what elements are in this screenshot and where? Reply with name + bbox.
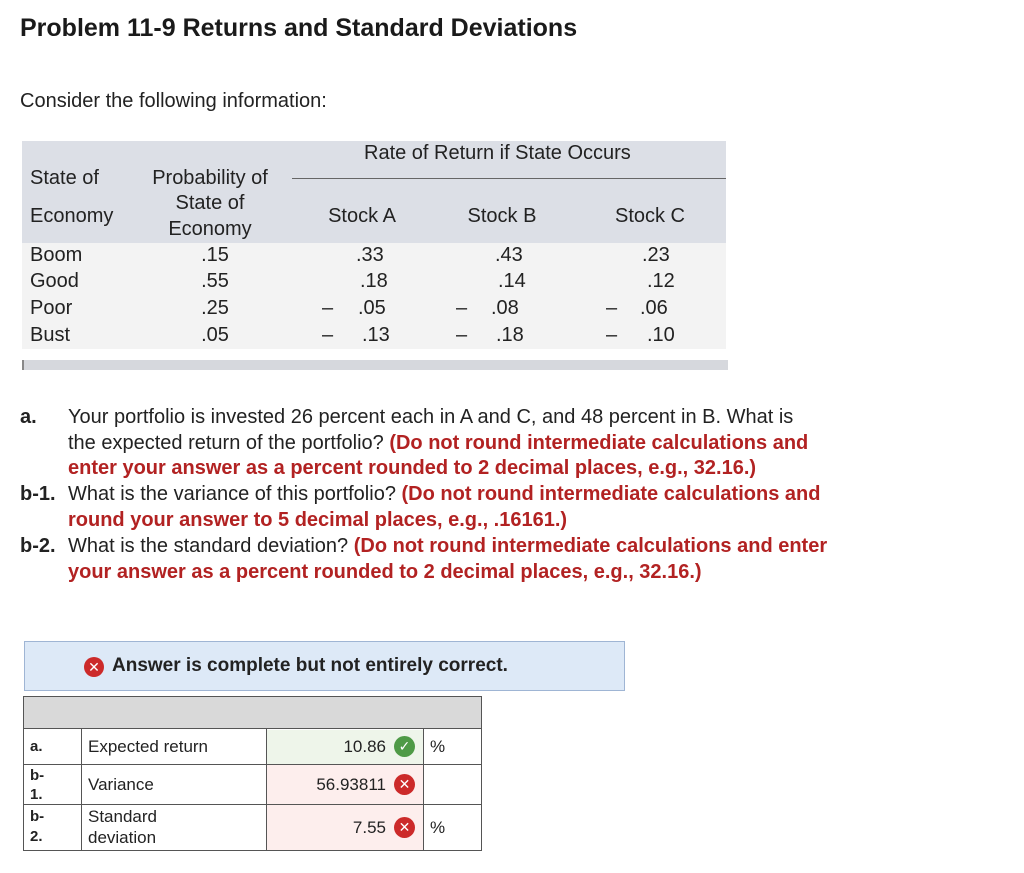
question-b2-instruction: (Do not round intermediate calculations and enter	[353, 535, 828, 557]
col-divider	[423, 729, 424, 850]
row-bust-a-sign: –	[322, 324, 334, 346]
question-b2-line1	[68, 534, 908, 560]
answer-label: a.	[30, 738, 43, 755]
table-body	[22, 243, 726, 349]
row-poor-b-sign: –	[456, 297, 468, 319]
check-circle-icon: ✓	[394, 736, 415, 757]
answer-value: 10.86	[343, 737, 386, 756]
table-header	[22, 141, 726, 243]
returns-table	[22, 141, 726, 349]
answer-name: Variance	[88, 775, 154, 794]
row-good-b: .14	[498, 270, 526, 292]
row-boom-prob: .15	[201, 244, 229, 266]
row-good-prob: .55	[201, 270, 229, 292]
row-boom-a: .33	[356, 244, 384, 266]
answer-value: 7.55	[352, 818, 386, 837]
header-divider	[292, 178, 726, 179]
answer-label: b-	[30, 767, 45, 784]
question-b1-instruction-cont: round your answer to 5 decimal places, e.g., .16161.)	[68, 508, 568, 531]
row-good-c: .12	[647, 270, 675, 292]
question-b1-instruction: (Do not round intermediate calculations and	[401, 483, 821, 505]
question-b2-label: b-2.	[20, 535, 56, 557]
row-poor-prob: .25	[201, 297, 229, 319]
answer-table	[23, 696, 482, 851]
question-a-plain: the expected return of the portfolio?	[68, 431, 384, 454]
row-boom-c: .23	[642, 244, 670, 266]
answer-label: b-	[30, 808, 45, 825]
row-bust-c: .10	[647, 324, 675, 346]
col-prob-line1: Probability of	[152, 167, 268, 189]
row-bust-b: .18	[496, 324, 524, 346]
row-bust-prob: .05	[201, 324, 229, 346]
feedback-banner	[24, 641, 625, 691]
col-prob-line2: State of	[175, 192, 245, 214]
answer-input-standard-deviation[interactable]	[267, 805, 423, 850]
answer-table-header	[24, 697, 481, 729]
answer-name: Standard	[88, 807, 157, 826]
row-boom-b: .43	[495, 244, 523, 266]
feedback-text: Answer is complete but not entirely correct.	[112, 655, 508, 676]
answer-value: 56.93811	[316, 775, 386, 794]
row-good-a: .18	[360, 270, 388, 292]
question-a-label: a.	[20, 406, 37, 428]
answer-name: Expected return	[88, 737, 209, 756]
answer-label-cont: 2.	[30, 828, 43, 845]
question-b1-line1	[68, 482, 908, 508]
page-title: Problem 11-9 Returns and Standard Deviations	[20, 14, 578, 42]
col-state-line1: State of	[30, 167, 99, 189]
question-b2-plain: What is the standard deviation?	[68, 535, 349, 557]
row-poor-c-sign: –	[606, 297, 618, 319]
col-stock-c: Stock C	[614, 205, 686, 227]
row-poor-state: Poor	[30, 297, 73, 319]
col-divider	[81, 729, 82, 850]
row-bust-state: Bust	[30, 324, 71, 346]
col-stock-a: Stock A	[328, 205, 396, 227]
question-a-instruction: (Do not round intermediate calculations and	[389, 431, 809, 454]
answer-input-expected-return[interactable]	[267, 730, 423, 764]
answer-label-cont: 1.	[30, 786, 43, 803]
row-poor-a: .05	[358, 297, 386, 319]
question-b2-instruction-cont: your answer as a percent rounded to 2 decimal places, e.g., 32.16.)	[68, 560, 702, 583]
x-circle-icon: ✕	[394, 817, 415, 838]
x-circle-icon: ✕	[394, 774, 415, 795]
row-poor-b: .08	[491, 297, 519, 319]
question-b1-label: b-1.	[20, 483, 56, 505]
question-a-line2	[68, 431, 908, 457]
answer-unit: %	[430, 818, 446, 837]
row-boom-state: Boom	[30, 244, 83, 266]
col-prob-line3: Economy	[168, 218, 252, 240]
row-bust-b-sign: –	[456, 324, 468, 346]
horizontal-scrollbar[interactable]	[22, 360, 728, 370]
answer-input-variance[interactable]	[267, 765, 423, 804]
row-good-state: Good	[30, 270, 79, 292]
row-poor-c: .06	[640, 297, 668, 319]
row-bust-a: .13	[362, 324, 390, 346]
row-poor-a-sign: –	[322, 297, 334, 319]
col-state-line2: Economy	[30, 205, 114, 227]
row-bust-c-sign: –	[606, 324, 618, 346]
x-circle-icon: ✕	[84, 657, 104, 677]
intro-text: Consider the following information:	[20, 90, 327, 112]
group-header: Rate of Return if State Occurs	[364, 142, 631, 164]
question-a-line1: Your portfolio is invested 26 percent each in A and C, and 48 percent in B. What is	[68, 406, 794, 428]
question-b1-plain: What is the variance of this portfolio?	[68, 483, 396, 505]
answer-name-cont: deviation	[88, 828, 157, 847]
col-stock-b: Stock B	[467, 205, 537, 227]
answer-unit: %	[430, 737, 446, 756]
question-a-instruction-cont: enter your answer as a percent rounded to 2 decimal places, e.g., 32.16.)	[68, 457, 757, 479]
